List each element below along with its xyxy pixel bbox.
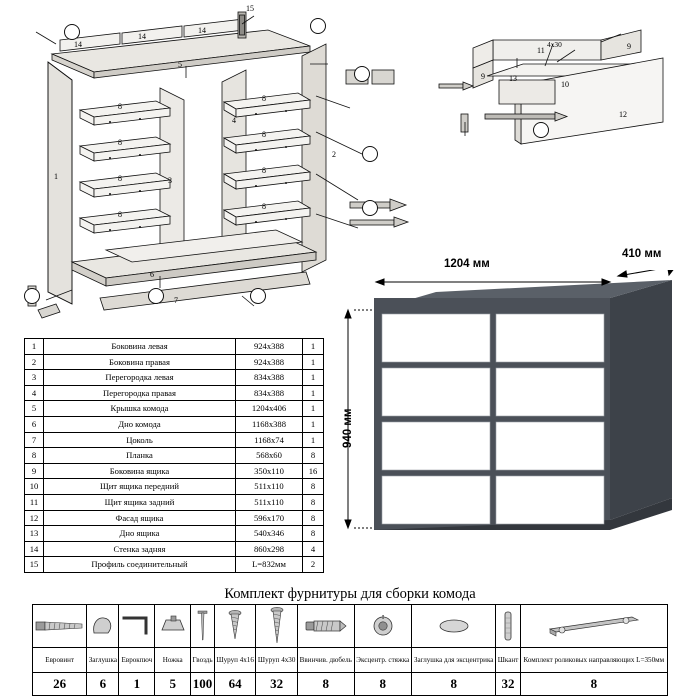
callout-9-left: 9	[481, 72, 485, 81]
roller-slides-icon	[546, 613, 642, 639]
table-row	[25, 479, 324, 495]
callout-4: 4	[232, 116, 236, 125]
table-row	[25, 416, 324, 432]
part-qty: 1	[303, 370, 324, 386]
part-name: Профиль соединительный	[44, 557, 236, 573]
part-number: 1	[25, 339, 44, 355]
part-qty: 4	[303, 541, 324, 557]
part-name: Планка	[44, 448, 236, 464]
callout-8-7: 8	[262, 166, 266, 175]
screw-in-dowel-icon	[303, 616, 349, 636]
table-row	[25, 401, 324, 417]
table-row	[25, 541, 324, 557]
callout-15: 15	[246, 4, 254, 13]
cam-cap-icon	[437, 617, 471, 635]
part-dim: L=832мм	[236, 557, 303, 573]
callout-8-4: 8	[118, 210, 122, 219]
callout-2: 2	[332, 150, 336, 159]
callout-8-2: 8	[118, 138, 122, 147]
callout-8-1: 8	[118, 102, 122, 111]
callout-11: 11	[537, 46, 545, 55]
callout-9-right: 9	[627, 42, 631, 51]
part-number: 5	[25, 401, 44, 417]
callout-12: 12	[619, 110, 627, 119]
part-name: Цоколь	[44, 432, 236, 448]
kit-cell-icon	[411, 605, 496, 648]
part-number: 13	[25, 526, 44, 542]
kit-item-name: Заглушка	[87, 648, 119, 673]
kit-cell-icon	[496, 605, 520, 648]
callout-8-6: 8	[262, 130, 266, 139]
part-dim: 568x60	[236, 448, 303, 464]
part-qty: 1	[303, 385, 324, 401]
part-dim: 511x110	[236, 494, 303, 510]
kit-item-name: Еврокпюч	[119, 648, 155, 673]
dresser-width-dimension: 1204 мм	[444, 258, 490, 270]
part-name: Дно комода	[44, 416, 236, 432]
kit-item-qty: 8	[520, 673, 667, 696]
kit-item-name: Шуруп 4х16	[214, 648, 255, 673]
part-name: Боковина правая	[44, 354, 236, 370]
part-name: Крышка комода	[44, 401, 236, 417]
kit-item-name: Заглушка для эксцентрика	[411, 648, 496, 673]
kit-cell-icon	[33, 605, 87, 648]
part-dim: 1204x406	[236, 401, 303, 417]
kit-item-qty: 8	[297, 673, 354, 696]
part-dim: 540x346	[236, 526, 303, 542]
leg-icon	[156, 614, 190, 638]
cam-lock-icon	[370, 613, 396, 639]
kit-title: Комплект фурнитуры для сборки комода	[224, 586, 476, 602]
screw-4x30-icon	[269, 606, 285, 646]
callout-1: 1	[54, 172, 58, 181]
table-row	[25, 385, 324, 401]
dresser-depth-dimension: 410 мм	[622, 248, 662, 260]
kit-names-row	[33, 648, 668, 673]
part-name: Дно ящика	[44, 526, 236, 542]
part-dim: 350x110	[236, 463, 303, 479]
kit-item-name: Ножка	[155, 648, 191, 673]
part-qty: 8	[303, 510, 324, 526]
nail-icon	[196, 609, 210, 643]
finished-dresser-illustration	[320, 248, 695, 570]
kit-item-qty: 64	[214, 673, 255, 696]
callout-14-b: 14	[138, 32, 146, 41]
part-name: Перегородка левая	[44, 370, 236, 386]
detail-bubble-drawer	[533, 122, 549, 138]
part-dim: 860x298	[236, 541, 303, 557]
callout-5: 5	[178, 60, 182, 69]
part-qty: 1	[303, 432, 324, 448]
part-number: 2	[25, 354, 44, 370]
callout-13: 13	[509, 74, 517, 83]
kit-item-qty: 32	[256, 673, 297, 696]
part-name: Щит ящика задний	[44, 494, 236, 510]
kit-item-name: Гвоздь	[191, 648, 215, 673]
part-name: Перегородка правая	[44, 385, 236, 401]
detail-bubble-bottom-mid	[148, 288, 164, 304]
kit-cell-icon	[256, 605, 297, 648]
table-row	[25, 432, 324, 448]
part-qty: 16	[303, 463, 324, 479]
kit-item-qty: 100	[191, 673, 215, 696]
part-qty: 8	[303, 526, 324, 542]
callout-8-5: 8	[262, 94, 266, 103]
drawer-detail-svg	[425, 18, 690, 148]
part-dim: 596x170	[236, 510, 303, 526]
table-row	[25, 448, 324, 464]
detail-bubble-top-left	[64, 24, 80, 40]
kit-item-name: Евровинт	[33, 648, 87, 673]
callout-6: 6	[150, 270, 154, 279]
table-row	[25, 494, 324, 510]
kit-item-qty: 32	[496, 673, 520, 696]
part-number: 14	[25, 541, 44, 557]
table-row	[25, 463, 324, 479]
detail-bubble-top-right	[310, 18, 326, 34]
callout-8-8: 8	[262, 202, 266, 211]
detail-bubble-bottom-left	[24, 288, 40, 304]
kit-cell-icon	[191, 605, 215, 648]
screw-4x16-icon	[227, 609, 243, 643]
callout-7: 7	[174, 296, 178, 305]
callout-10: 10	[561, 80, 569, 89]
kit-item-name: Шуруп 4х30	[256, 648, 297, 673]
part-qty: 1	[303, 416, 324, 432]
kit-qty-row	[33, 673, 668, 696]
part-dim: 1168x388	[236, 416, 303, 432]
part-number: 4	[25, 385, 44, 401]
drawer-note: 4х30	[547, 40, 562, 49]
part-qty: 8	[303, 494, 324, 510]
detail-bubble-bottom-right	[250, 288, 266, 304]
dresser-svg	[320, 270, 695, 570]
part-dim: 511x110	[236, 479, 303, 495]
detail-bubble-right-3	[362, 200, 378, 216]
callout-3: 3	[168, 176, 172, 185]
part-dim: 834x388	[236, 385, 303, 401]
kit-item-qty: 8	[354, 673, 411, 696]
dresser-height-dimension: 940 мм	[342, 408, 354, 448]
part-number: 9	[25, 463, 44, 479]
table-row	[25, 354, 324, 370]
table-row	[25, 526, 324, 542]
part-dim: 834x388	[236, 370, 303, 386]
part-name: Стенка задняя	[44, 541, 236, 557]
part-dim: 924x388	[236, 339, 303, 355]
part-qty: 1	[303, 339, 324, 355]
detail-bubble-right-2	[362, 146, 378, 162]
cap-plug-icon	[90, 615, 116, 637]
kit-item-qty: 6	[87, 673, 119, 696]
part-dim: 1168x74	[236, 432, 303, 448]
kit-cell-icon	[155, 605, 191, 648]
part-qty: 2	[303, 557, 324, 573]
kit-cell-icon	[214, 605, 255, 648]
part-name: Боковина ящика	[44, 463, 236, 479]
euro-screw-icon	[34, 617, 86, 635]
part-number: 10	[25, 479, 44, 495]
kit-cell-icon	[520, 605, 667, 648]
part-number: 11	[25, 494, 44, 510]
table-row	[25, 370, 324, 386]
part-qty: 1	[303, 354, 324, 370]
callout-14-a: 14	[74, 40, 82, 49]
table-row	[25, 510, 324, 526]
parts-table	[24, 338, 324, 573]
fittings-kit-table	[32, 604, 668, 696]
callout-14-c: 14	[198, 26, 206, 35]
part-name: Боковина левая	[44, 339, 236, 355]
euro-key-icon	[120, 613, 154, 639]
dowel-icon	[501, 609, 515, 643]
drawer-assembly-diagram	[425, 18, 690, 148]
kit-cell-icon	[354, 605, 411, 648]
kit-item-name: Эксцентр. стяжка	[354, 648, 411, 673]
detail-bubble-right-1	[354, 66, 370, 82]
part-qty: 8	[303, 479, 324, 495]
kit-item-qty: 8	[411, 673, 496, 696]
table-row	[25, 339, 324, 355]
part-dim: 924x388	[236, 354, 303, 370]
part-number: 8	[25, 448, 44, 464]
part-name: Щит ящика передний	[44, 479, 236, 495]
kit-icons-row	[33, 605, 668, 648]
table-row	[25, 557, 324, 573]
part-qty: 1	[303, 401, 324, 417]
part-number: 12	[25, 510, 44, 526]
kit-item-qty: 26	[33, 673, 87, 696]
kit-cell-icon	[297, 605, 354, 648]
part-number: 3	[25, 370, 44, 386]
part-qty: 8	[303, 448, 324, 464]
part-name: Фасад ящика	[44, 510, 236, 526]
kit-item-name: Ввинчив. дюбель	[297, 648, 354, 673]
callout-8-3: 8	[118, 174, 122, 183]
kit-cell-icon	[87, 605, 119, 648]
kit-item-qty: 5	[155, 673, 191, 696]
kit-item-name: Комплект роликовых направляющих L=350мм	[520, 648, 667, 673]
part-number: 15	[25, 557, 44, 573]
part-number: 7	[25, 432, 44, 448]
part-number: 6	[25, 416, 44, 432]
kit-item-name: Шкант	[496, 648, 520, 673]
kit-item-qty: 1	[119, 673, 155, 696]
kit-cell-icon	[119, 605, 155, 648]
